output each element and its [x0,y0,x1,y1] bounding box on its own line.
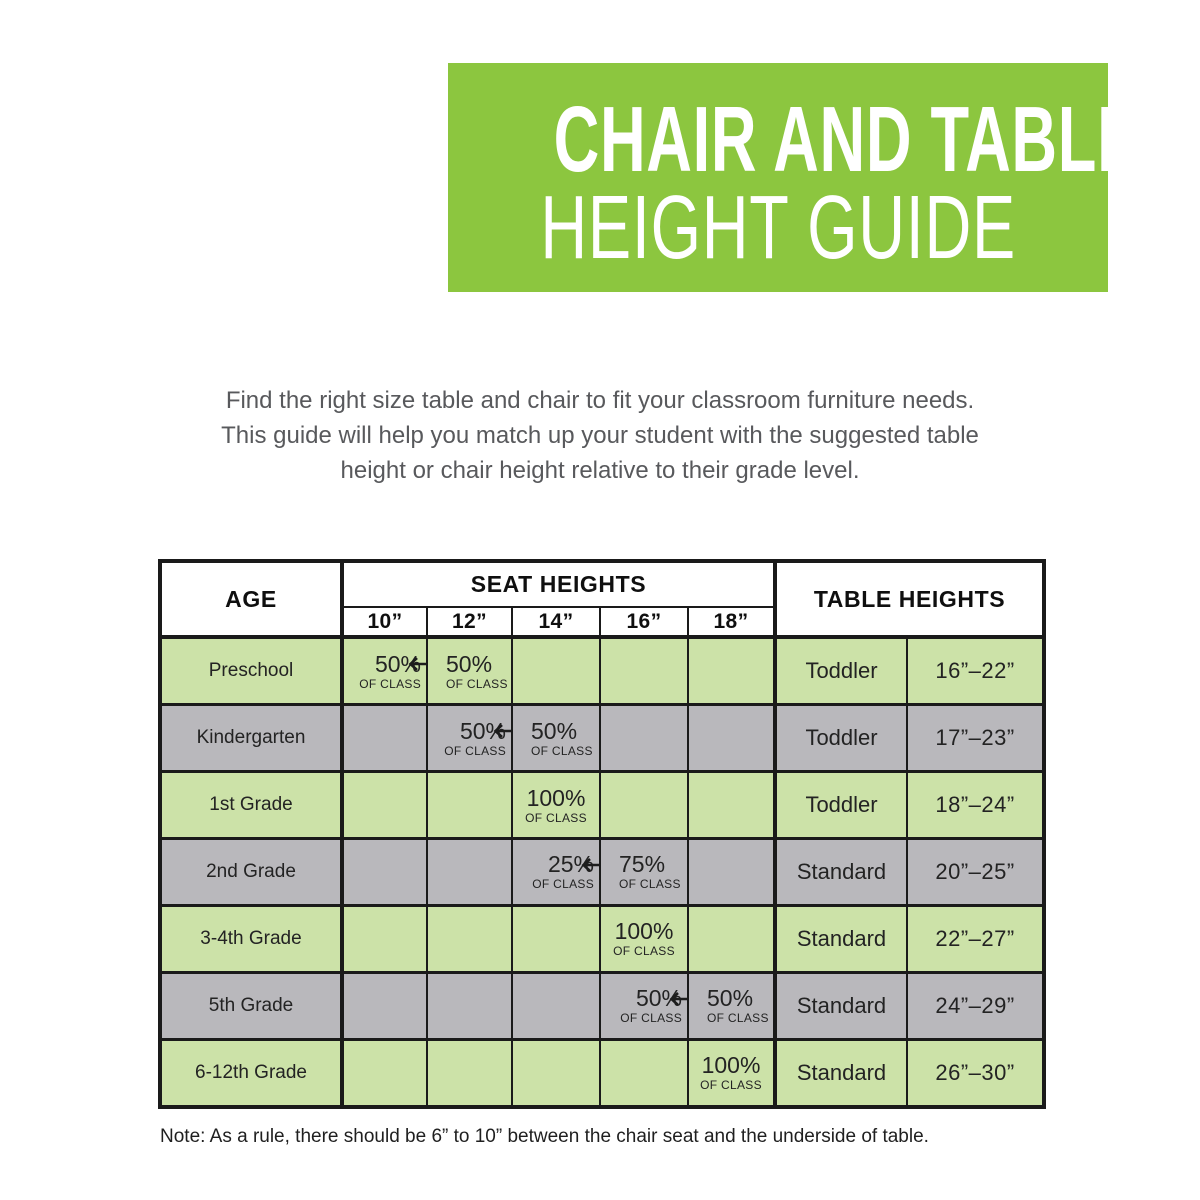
col-header-table-heights: TABLE HEIGHTS [775,561,1044,637]
empty-seat-cell [512,905,600,972]
empty-seat-cell [427,772,512,839]
empty-seat-cell [688,772,775,839]
table-row-5th-grade [160,972,1044,1039]
empty-seat-cell [342,839,427,906]
empty-seat-cell [427,1039,512,1107]
empty-seat-cell [600,1039,688,1107]
seat-cell-12in [427,637,512,705]
empty-seat-cell [688,705,775,772]
table-type-cell: Toddler [775,705,907,772]
col-header-16in: 16” [600,607,688,637]
percent-value: 50% [531,717,578,744]
table-row-3-4th-grade [160,905,1044,972]
seat-cell-16in [600,972,688,1039]
col-header-18in: 18” [688,607,775,637]
seat-cell-18in [688,972,775,1039]
percent-value: 100% [701,1052,761,1079]
empty-seat-cell [512,1039,600,1107]
seat-cell-10in [342,637,427,705]
age-cell: 3-4th Grade [160,905,342,972]
empty-seat-cell [512,972,600,1039]
seat-cell-16in [600,905,688,972]
table-range-cell: 17”–23” [907,705,1044,772]
empty-seat-cell [688,637,775,705]
age-cell: Kindergarten [160,705,342,772]
bidirectional-arrow-icon [492,723,512,739]
percent-value: 50% [459,717,506,744]
empty-seat-cell [342,1039,427,1107]
empty-seat-cell [427,839,512,906]
col-header-age: AGE [160,561,342,637]
empty-seat-cell [688,905,775,972]
col-header-10in: 10” [342,607,427,637]
of-class-label: OF CLASS [707,1011,769,1026]
percent-value: 50% [635,985,682,1012]
col-header-12in: 12” [427,607,512,637]
height-guide-table [158,559,1046,1109]
of-class-label: OF CLASS [444,743,506,758]
of-class-label: OF CLASS [620,1011,682,1026]
table-row-1st-grade [160,772,1044,839]
table-type-cell: Standard [775,972,907,1039]
of-class-label: OF CLASS [700,1078,762,1093]
seat-cell-12in [427,705,512,772]
percent-value: 75% [619,851,666,878]
age-cell: Preschool [160,637,342,705]
empty-seat-cell [427,972,512,1039]
table-range-cell: 18”–24” [907,772,1044,839]
empty-seat-cell [427,905,512,972]
intro-line: height or chair height relative to their grade level. [340,457,860,484]
table-range-cell: 26”–30” [907,1039,1044,1107]
age-cell: 5th Grade [160,972,342,1039]
age-cell: 1st Grade [160,772,342,839]
page-title-line2: HEIGHT GUIDE [540,178,1016,278]
of-class-label: OF CLASS [446,676,508,691]
intro-line: Find the right size table and chair to fit your classroom furniture needs. [225,387,975,414]
empty-seat-cell [600,772,688,839]
empty-seat-cell [342,705,427,772]
percent-value: 50% [707,985,754,1012]
page-title-line1: CHAIR AND TABLE [553,87,1140,191]
bidirectional-arrow-icon [668,991,688,1007]
seat-cell-18in [688,1039,775,1107]
age-cell: 2nd Grade [160,839,342,906]
empty-seat-cell [342,972,427,1039]
of-class-label: OF CLASS [613,944,675,959]
table-row-6-12th-grade [160,1039,1044,1107]
table-range-cell: 20”–25” [907,839,1044,906]
seat-cell-16in [600,839,688,906]
table-range-cell: 16”–22” [907,637,1044,705]
of-class-label: OF CLASS [619,877,681,892]
empty-seat-cell [600,705,688,772]
bidirectional-arrow-icon [580,857,600,873]
table-range-cell: 24”–29” [907,972,1044,1039]
table-row-2nd-grade [160,839,1044,906]
footnote: Note: As a rule, there should be 6” to 10” between the chair seat and the underside of table. [160,1126,929,1147]
of-class-label: OF CLASS [531,743,593,758]
age-cell: 6-12th Grade [160,1039,342,1107]
table-type-cell: Toddler [775,772,907,839]
of-class-label: OF CLASS [525,810,587,825]
percent-value: 50% [446,650,493,677]
table-type-cell: Standard [775,839,907,906]
seat-cell-14in [512,839,600,906]
empty-seat-cell [512,637,600,705]
col-header-14in: 14” [512,607,600,637]
col-header-seat-heights: SEAT HEIGHTS [342,561,775,607]
table-row-kindergarten [160,705,1044,772]
bidirectional-arrow-icon [407,656,427,672]
intro-line: This guide will help you match up your student with the suggested table [221,422,979,449]
of-class-label: OF CLASS [532,877,594,892]
intro-paragraph [0,383,1200,488]
empty-seat-cell [600,637,688,705]
hero-banner [448,63,1140,292]
table-range-cell: 22”–27” [907,905,1044,972]
of-class-label: OF CLASS [359,676,421,691]
percent-value: 25% [547,851,594,878]
percent-value: 100% [614,918,674,945]
empty-seat-cell [342,905,427,972]
table-type-cell: Standard [775,905,907,972]
empty-seat-cell [342,772,427,839]
seat-cell-14in [512,772,600,839]
empty-seat-cell [688,839,775,906]
table-row-preschool [160,637,1044,705]
percent-value: 50% [374,650,421,677]
table-type-cell: Toddler [775,637,907,705]
table-type-cell: Standard [775,1039,907,1107]
percent-value: 100% [526,784,586,811]
seat-cell-14in [512,705,600,772]
